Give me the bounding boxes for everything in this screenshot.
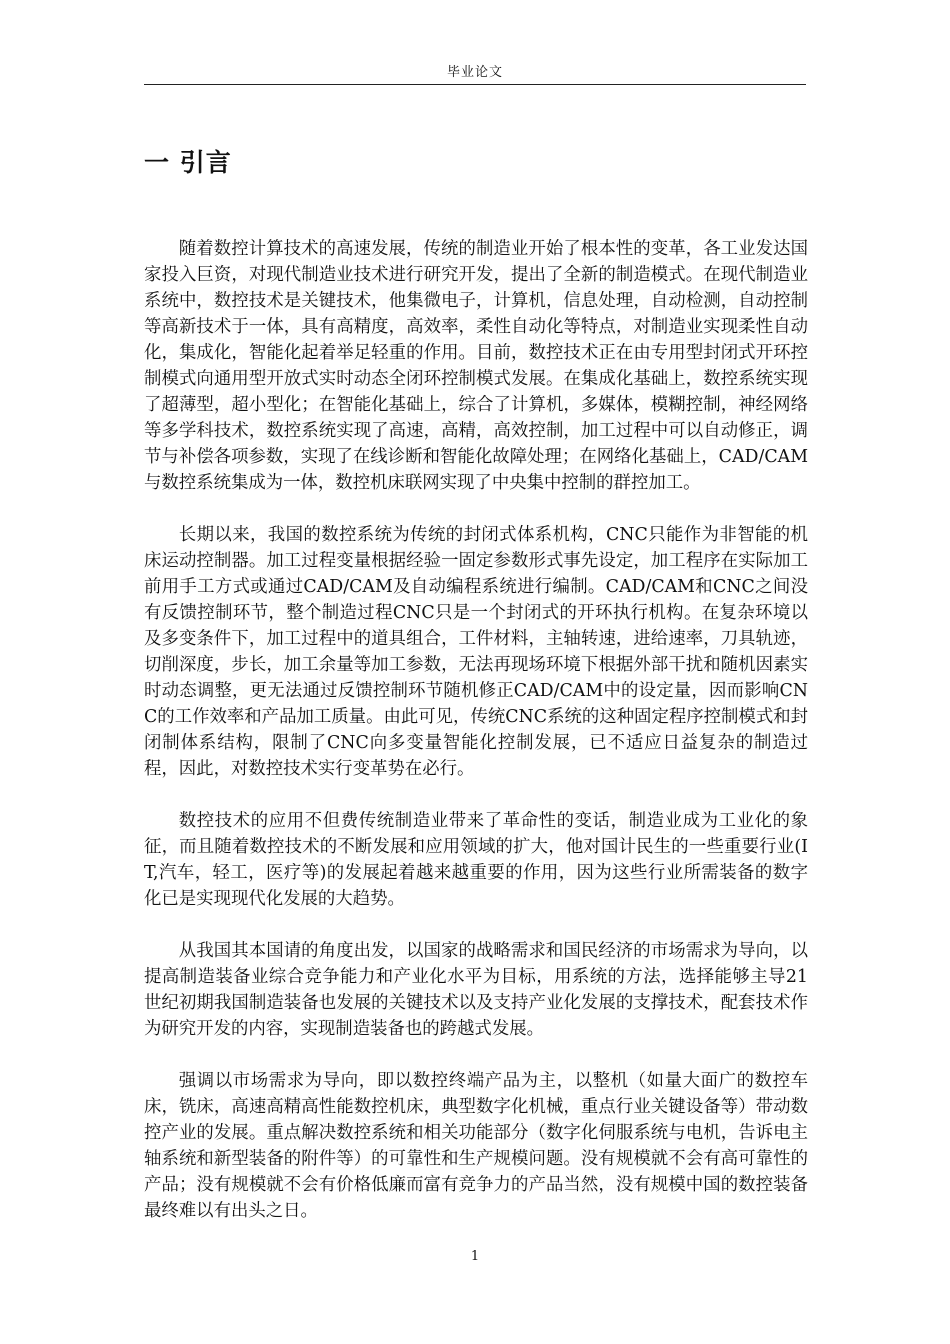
paragraph: 随着数控计算技术的高速发展，传统的制造业开始了根本性的变革，各工业发达国家投入巨资，对现代制造业技术进行研究开发，提出了全新的制造模式。在现代制造业系统中，数控技术是关键技术，他集微电子，计算机，信息处理，自动检测，自动控制等高新技术于一体，具有高精度，高效率，柔性自动化等特点，对制造业实现柔性自动化，集成化，智能化起着举足轻重的作用。目前，数控技术正在由专用型封闭式开环控制模式向通用型开放式实时动态全闭环控制模式发展。在集成化基础上，数控系统实现了超薄型，超小型化；在智能化基础上，综合了计算机，多媒体，模糊控制，神经网络等多学科技术，数控系统实现了高速，高精，高效控制，加工过程中可以自动修正，调节与补偿各项参数，实现了在线诊断和智能化故障处理；在网络化基础上，CAD/CAM与数控系统集成为一体，数控机床联网实现了中央集中控制的群控加工。 (144, 239, 808, 493)
body-text (144, 236, 808, 1250)
paragraph: 数控技术的应用不但费传统制造业带来了革命性的变话，制造业成为工业化的象征，而且随着数控技术的不断发展和应用领域的扩大，他对国计民生的一些重要行业(IT,汽车，轻工，医疗等)的发展起着越来越重要的作用，因为这些行业所需装备的数字化已是实现现代化发展的大趋势。 (144, 811, 808, 909)
paragraph: 强调以市场需求为导向，即以数控终端产品为主，以整机（如量大面广的数控车床，铣床，高速高精高性能数控机床，典型数字化机械，重点行业关键设备等）带动数控产业的发展。重点解决数控系统和相关功能部分（数字化伺服系统与电机，告诉电主轴系统和新型装备的附件等）的可靠性和生产规模问题。没有规模就不会有高可靠性的产品；没有规模就不会有价格低廉而富有竞争力的产品当然，没有规模中国的数控装备最终难以有出头之日。 (144, 1071, 808, 1221)
paragraph: 从我国其本国请的角度出发，以国家的战略需求和国民经济的市场需求为导向，以提高制造装备业综合竞争能力和产业化水平为目标，用系统的方法，选择能够主导21世纪初期我国制造装备也发展的关键技术以及支持产业化发展的支撑技术，配套技术作为研究开发的内容，实现制造装备也的跨越式发展。 (144, 941, 808, 1039)
page-number: 1 (470, 1249, 480, 1264)
chapter-title: 一 引言 (144, 148, 232, 177)
running-header: 毕业论文 (446, 65, 503, 80)
paragraph: 长期以来，我国的数控系统为传统的封闭式体系机构，CNC只能作为非智能的机床运动控制器。加工过程变量根据经验一固定参数形式事先设定，加工程序在实际加工前用手工方式或通过CAD/CAM及自动编程系统进行编制。CAD/CAM和CNC之间没有反馈控制环节，整个制造过程CNC只是一个封闭式的开环执行机构。在复杂环境以及多变条件下，加工过程中的道具组合，工件材料，主轴转速，进给速率，刀具轨迹，切削深度，步长，加工余量等加工参数，无法再现场环境下根据外部干扰和随机因素实时动态调整，更无法通过反馈控制环节随机修正CAD/CAM中的设定量，因而影响CNC的工作效率和产品加工质量。由此可见，传统CNC系统的这种固定程序控制模式和封闭制体系结构，限制了CNC向多变量智能化控制发展，已不适应日益复杂的制造过程，因此，对数控技术实行变革势在必行。 (144, 525, 808, 779)
header-divider (144, 84, 806, 85)
